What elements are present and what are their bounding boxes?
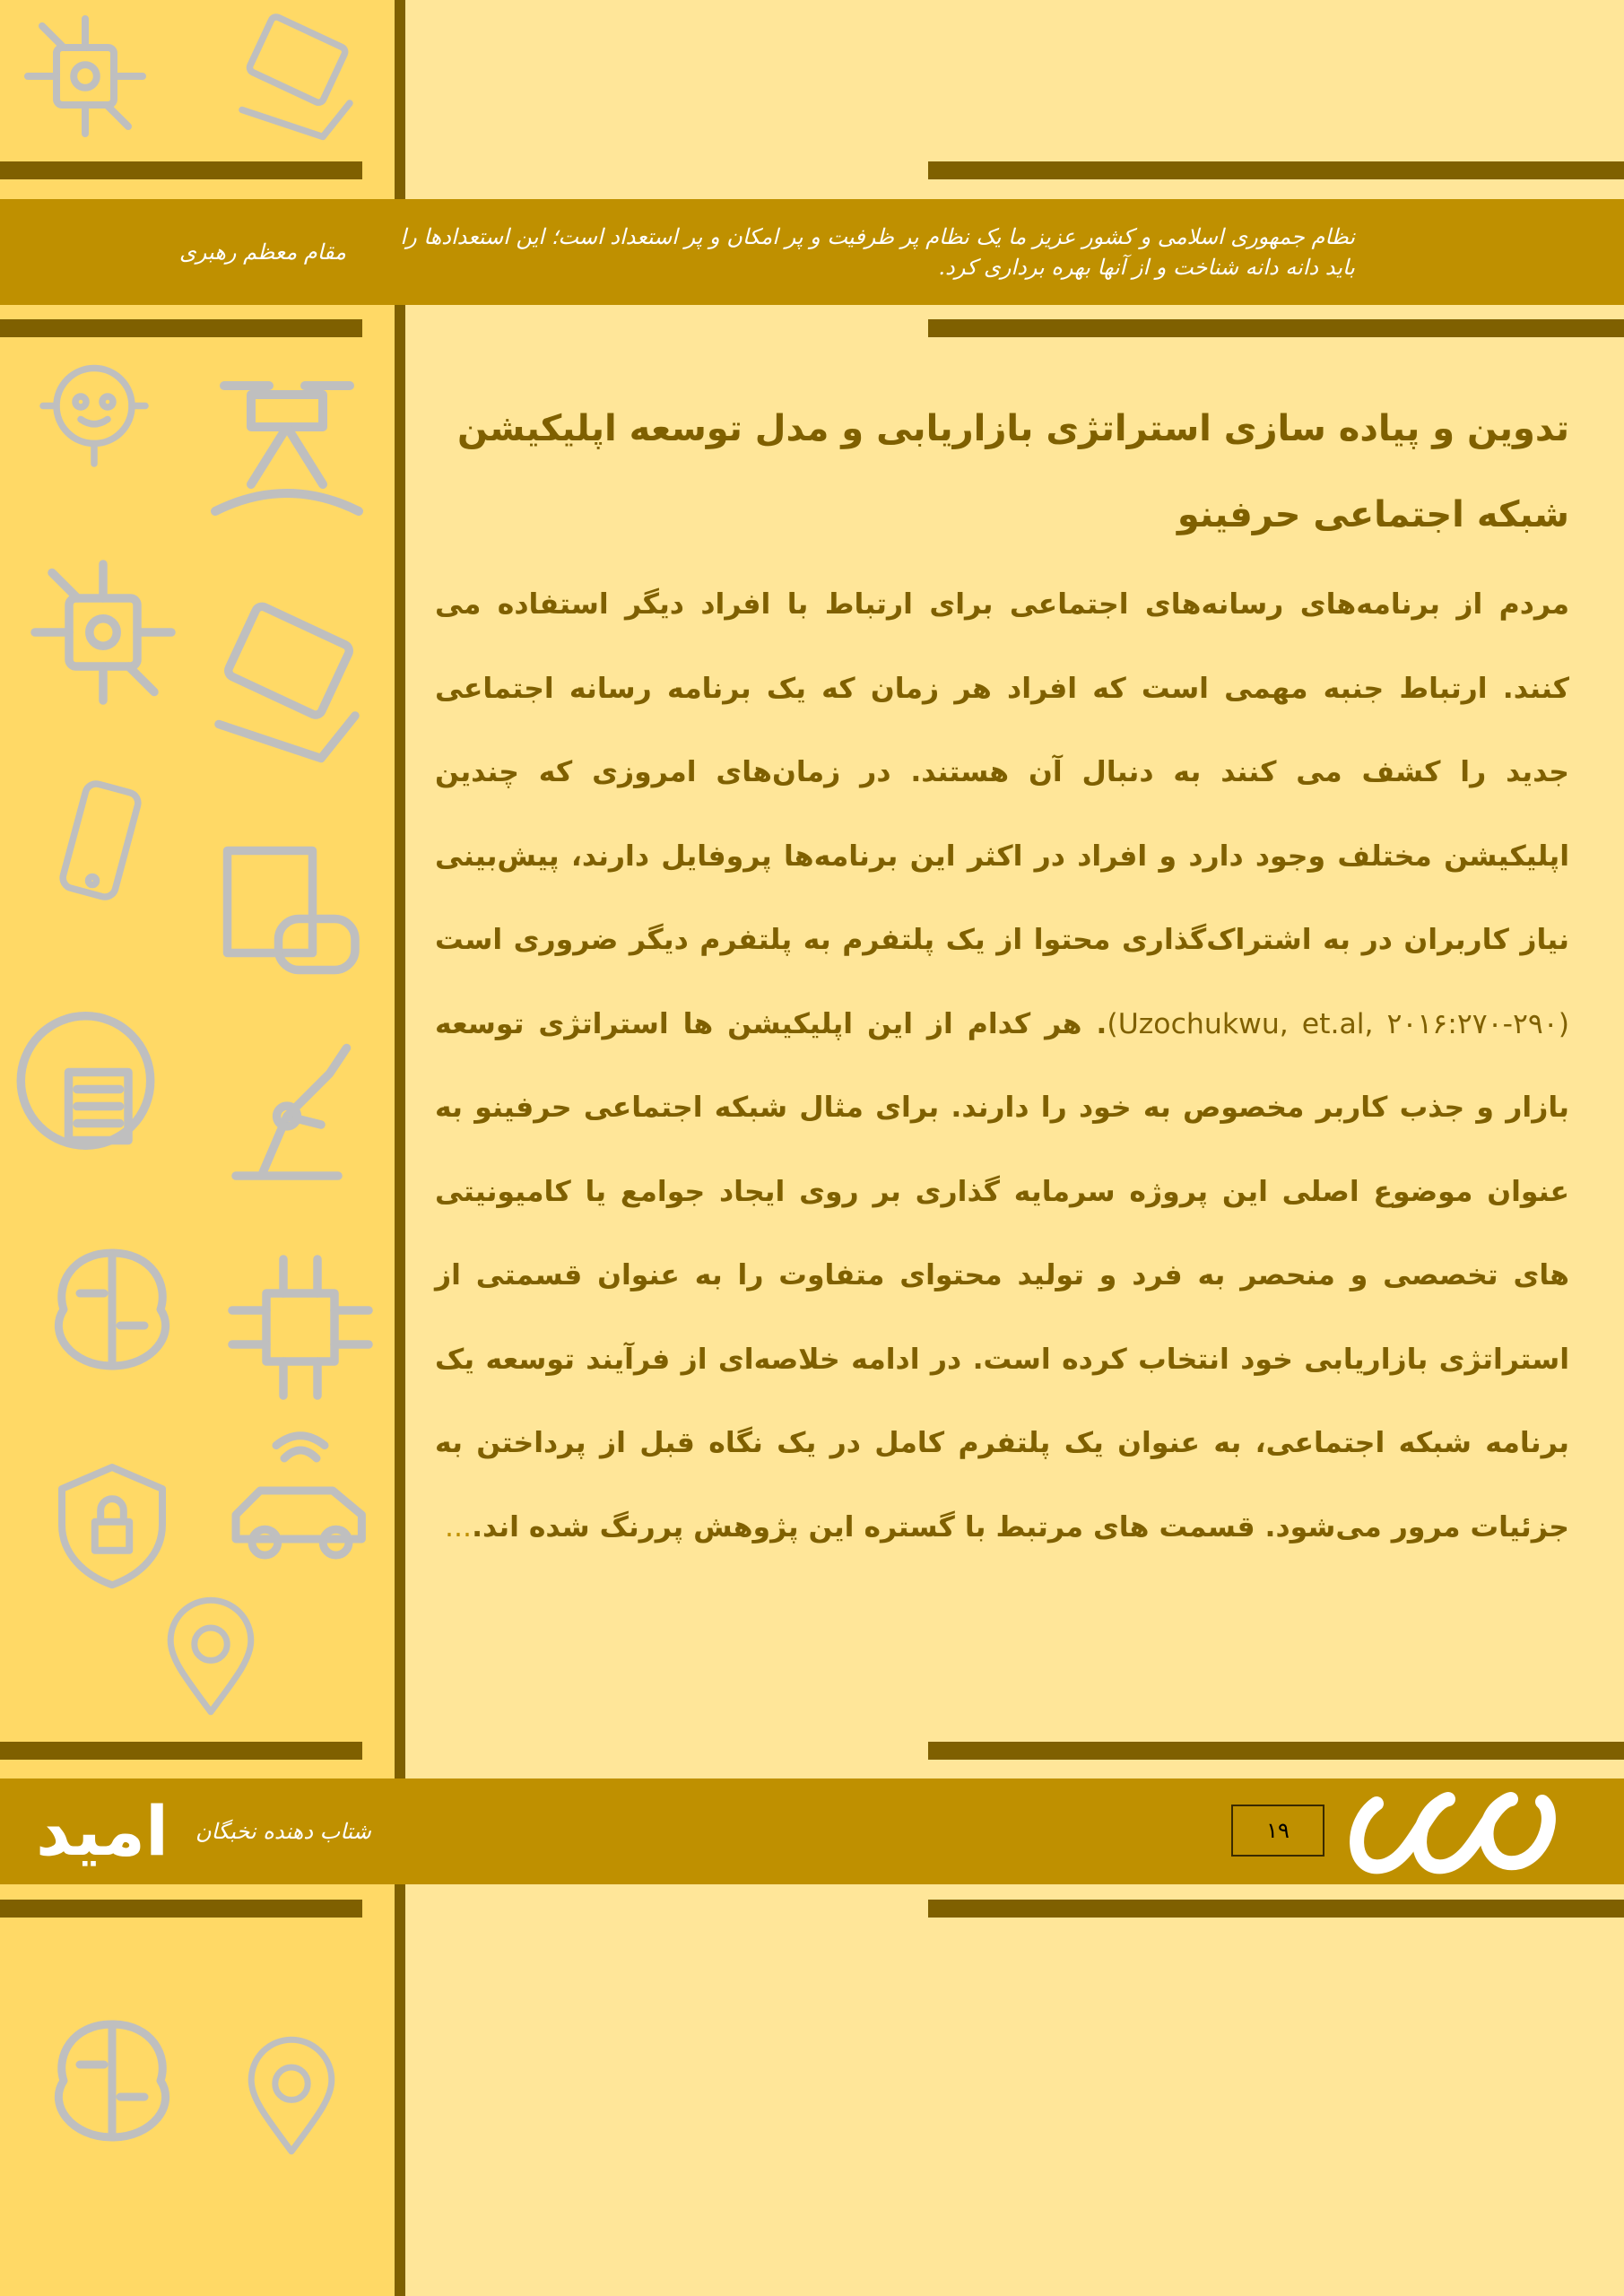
rule <box>0 1900 362 1918</box>
rule <box>0 319 362 337</box>
rule <box>928 319 1624 337</box>
quote-attribution: مقام معظم رهبری <box>179 239 347 265</box>
circuit-chip-icon <box>13 4 157 148</box>
laptop-icon <box>202 596 372 767</box>
location-pin-icon <box>148 1596 274 1722</box>
brand-swirl-logo-icon <box>1341 1786 1565 1875</box>
brand-slogan: شتاب دهنده نخبگان <box>195 1819 371 1844</box>
robot-support-icon <box>27 345 161 480</box>
game-console-icon <box>202 825 372 996</box>
drone-farm-icon <box>197 359 377 538</box>
brain-circuit-icon <box>31 2000 193 2161</box>
footer-band <box>0 1779 1624 1884</box>
laptop-icon <box>229 9 363 144</box>
smart-city-gear-icon <box>9 996 179 1166</box>
processor-icon <box>215 1242 386 1413</box>
header-quote: نظام جمهوری اسلامی و کشور عزیز ما یک نظام پر ظرفیت و پر امکان و پر استعداد است؛ این استعدادها را باید دانه دانه شناخت و از آنها بهره برداری کرد. <box>400 224 1355 280</box>
article-title: تدوین و پیاده سازی استراتژی بازاریابی و مدل توسعه اپلیکیشن شبکه اجتماعی حرفینو <box>457 408 1569 535</box>
rule <box>0 1742 362 1760</box>
citation: (Uzochukwu, et.al, ۲۰۱۶:۲۷۰-۲۹۰) <box>1107 1007 1570 1040</box>
page-number: ۱۹ <box>1231 1805 1324 1857</box>
security-shield-icon <box>40 1453 184 1596</box>
smartphone-icon <box>36 776 170 910</box>
smart-car-icon <box>220 1426 381 1587</box>
article-body <box>435 563 1569 1570</box>
brand-logo-text: امید <box>36 1791 169 1871</box>
vertical-rule <box>395 0 405 2296</box>
header-band <box>0 199 1624 305</box>
robot-arm-icon <box>202 1022 372 1193</box>
rule <box>928 1900 1624 1918</box>
rule <box>928 161 1624 179</box>
body-text: مردم از برنامه‌های رسانه‌های اجتماعی برای ارتباط با افراد دیگر استفاده می کنند. ارتباط جنبه مهمی است که افراد هر زمان که یک برنامه رسانه اجتماعی جدید را کشف می کنند به دنبال آن هستند. در زمان‌های امروزی که چندین اپلیکیشن مختلف وجود دارد و افراد در اکثر این برنامه‌ها پروفایل دارند، پیش‌بینی نیاز کاربران در به اشتراک‌گذاری محتوا از یک پلتفرم به پلتفرم دیگر ضروری است <box>435 588 1569 956</box>
rule <box>928 1742 1624 1760</box>
body-text: . هر کدام از این اپلیکیشن ها استراتژی توسعه بازار و جذب کاربر مخصوص به خود را دارند. برای مثال شبکه اجتماعی حرفینو به عنوان موضوع اصلی این پروژه سرمایه گذاری بر روی ایجاد جوامع یا کامیونیتی های تخصصی و منحصر به فرد و تولید محتوای متفاوت را به عنوان قسمتی از استراتژی بازاریابی خود انتخاب کرده است. در ادامه خلاصه‌ای از فرآیند توسعه یک برنامه شبکه اجتماعی، به عنوان یک پلتفرم کامل در یک نگاه قبل از پرداختن به جزئیات مرور می‌شود. قسمت های مرتبط با گستره این پژوهش پررنگ شده اند. <box>435 1007 1569 1544</box>
ellipsis: ... <box>445 1510 473 1544</box>
circuit-chip-icon <box>18 547 188 718</box>
location-pin-icon <box>229 2036 354 2161</box>
rule <box>0 161 362 179</box>
brain-circuit-icon <box>31 1229 193 1390</box>
